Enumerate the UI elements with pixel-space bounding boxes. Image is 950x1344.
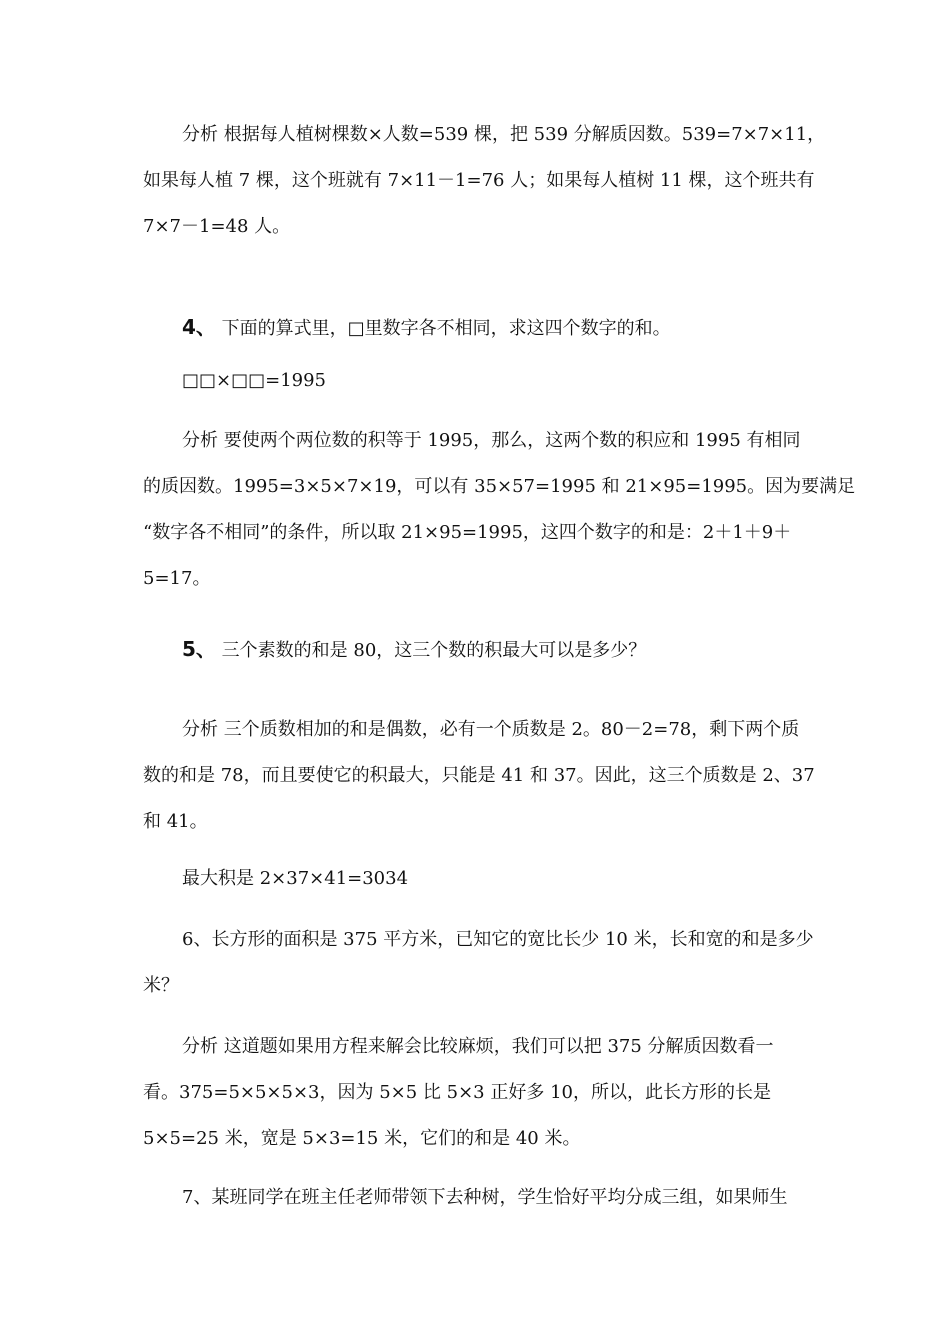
question-5-text: 三个素数的和是 80，这三个数的积最大可以是多少？ [221, 640, 647, 661]
analysis-q4-line-2: 的质因数。1995=3×5×7×19，可以有 35×57=1995 和 21×95=1995。因为要满足 [143, 476, 856, 497]
question-4 [143, 304, 847, 352]
question-7: 7、某班同学在班主任老师带领下去种树，学生恰好平均分成三组，如果师生 [182, 1187, 788, 1208]
question-4-text: 下面的算式里，□里数字各不相同，求这四个数字的和。 [221, 318, 671, 339]
analysis-q3-line-3: 7×7－1=48 人。 [143, 216, 291, 237]
analysis-q6 [143, 1024, 808, 1162]
question-4-equation: □□×□□=1995 [182, 370, 326, 391]
answer-q5: 最大积是 2×37×41=3034 [182, 868, 409, 889]
question-5-number: 5、 [182, 637, 216, 661]
question-6 [143, 917, 814, 1009]
question-4-number: 4、 [182, 315, 216, 339]
analysis-q5-line-2: 数的和是 78，而且要使它的积最大，只能是 41 和 37。因此，这三个质数是 2、37 [143, 765, 815, 786]
analysis-q6-line-3: 5×5=25 米，宽是 5×3=15 米，它们的和是 40 米。 [143, 1128, 581, 1149]
analysis-q5-line-1: 分析 三个质数相加的和是偶数，必有一个质数是 2。80－2=78，剩下两个质 [182, 719, 800, 740]
question-5 [143, 626, 847, 674]
question-6-line-2: 米？ [143, 975, 179, 996]
analysis-q3-line-1: 分析 根据每人植树棵数×人数=539 棵，把 539 分解质因数。539=7×7×11， [182, 124, 826, 145]
analysis-q4-line-4: 5=17。 [143, 568, 211, 589]
analysis-q3-line-2: 如果每人植 7 棵，这个班就有 7×11－1=76 人；如果每人植树 11 棵，这个班共有 [143, 170, 815, 191]
analysis-q4 [143, 418, 856, 602]
analysis-q3 [143, 112, 826, 250]
analysis-q5-line-3: 和 41。 [143, 811, 208, 832]
analysis-q5 [143, 707, 815, 845]
analysis-q4-line-3: “数字各不相同”的条件，所以取 21×95=1995，这四个数字的和是：2＋1＋9＋ [143, 522, 792, 543]
analysis-q6-line-1: 分析 这道题如果用方程来解会比较麻烦，我们可以把 375 分解质因数看一 [182, 1036, 774, 1057]
analysis-q6-line-2: 看。375=5×5×5×3，因为 5×5 比 5×3 正好多 10，所以，此长方形的长是 [143, 1082, 771, 1103]
analysis-q4-line-1: 分析 要使两个两位数的积等于 1995，那么，这两个数的积应和 1995 有相同 [182, 430, 801, 451]
question-6-line-1: 6、长方形的面积是 375 平方米，已知它的宽比长少 10 米，长和宽的和是多少 [182, 929, 814, 950]
